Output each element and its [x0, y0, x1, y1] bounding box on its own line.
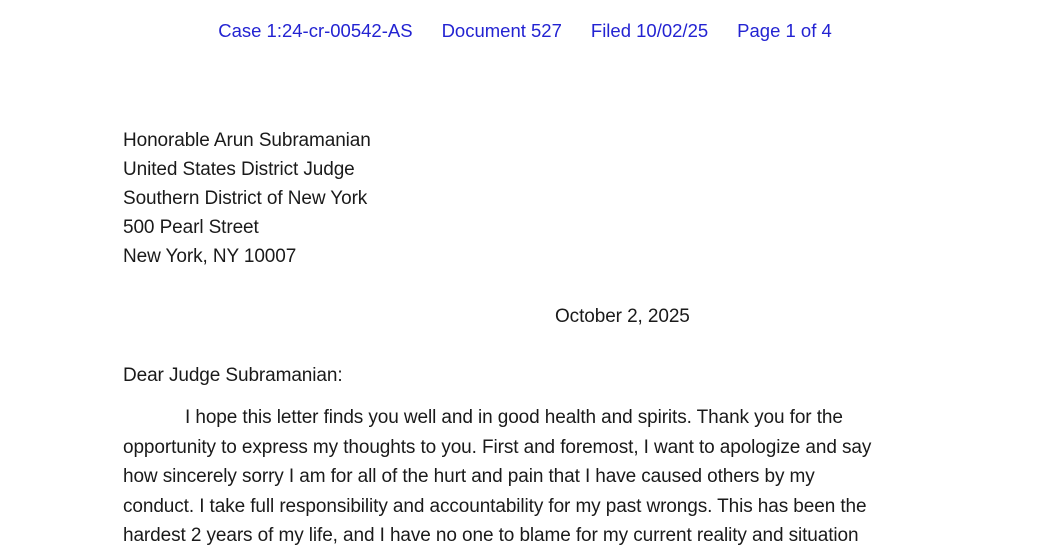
stamp-page-indicator: Page 1 of 4 [737, 20, 832, 41]
body-paragraph [123, 403, 1030, 550]
recipient-name: Honorable Arun Subramanian [123, 130, 371, 151]
recipient-city: New York, NY 10007 [123, 246, 297, 267]
body-line: opportunity to express my thoughts to you. First and foremost, I want to apologize and say [123, 436, 872, 458]
salutation: Dear Judge Subramanian: [123, 365, 343, 386]
body-line: hardest 2 years of my life, and I have no one to blame for my current reality and situation [123, 525, 859, 546]
stamp-filed-date: Filed 10/02/25 [590, 20, 709, 41]
recipient-title: United States District Judge [123, 159, 355, 180]
recipient-street: 500 Pearl Street [123, 217, 259, 238]
case-stamp [0, 0, 1050, 41]
stamp-case-number: Case 1:24-cr-00542-AS [218, 20, 413, 41]
letter-date: October 2, 2025 [555, 306, 690, 327]
stamp-document-number: Document 527 [441, 20, 562, 41]
body-line: how sincerely sorry I am for all of the hurt and pain that I have caused others by my [123, 466, 815, 487]
body-line: I hope this letter finds you well and in good health and spirits. Thank you for the [185, 407, 843, 428]
letter-body [0, 126, 1050, 550]
body-line: conduct. I take full responsibility and accountability for my past wrongs. This has been the [123, 495, 867, 517]
recipient-address-block [123, 126, 1030, 271]
recipient-district: Southern District of New York [123, 188, 368, 209]
